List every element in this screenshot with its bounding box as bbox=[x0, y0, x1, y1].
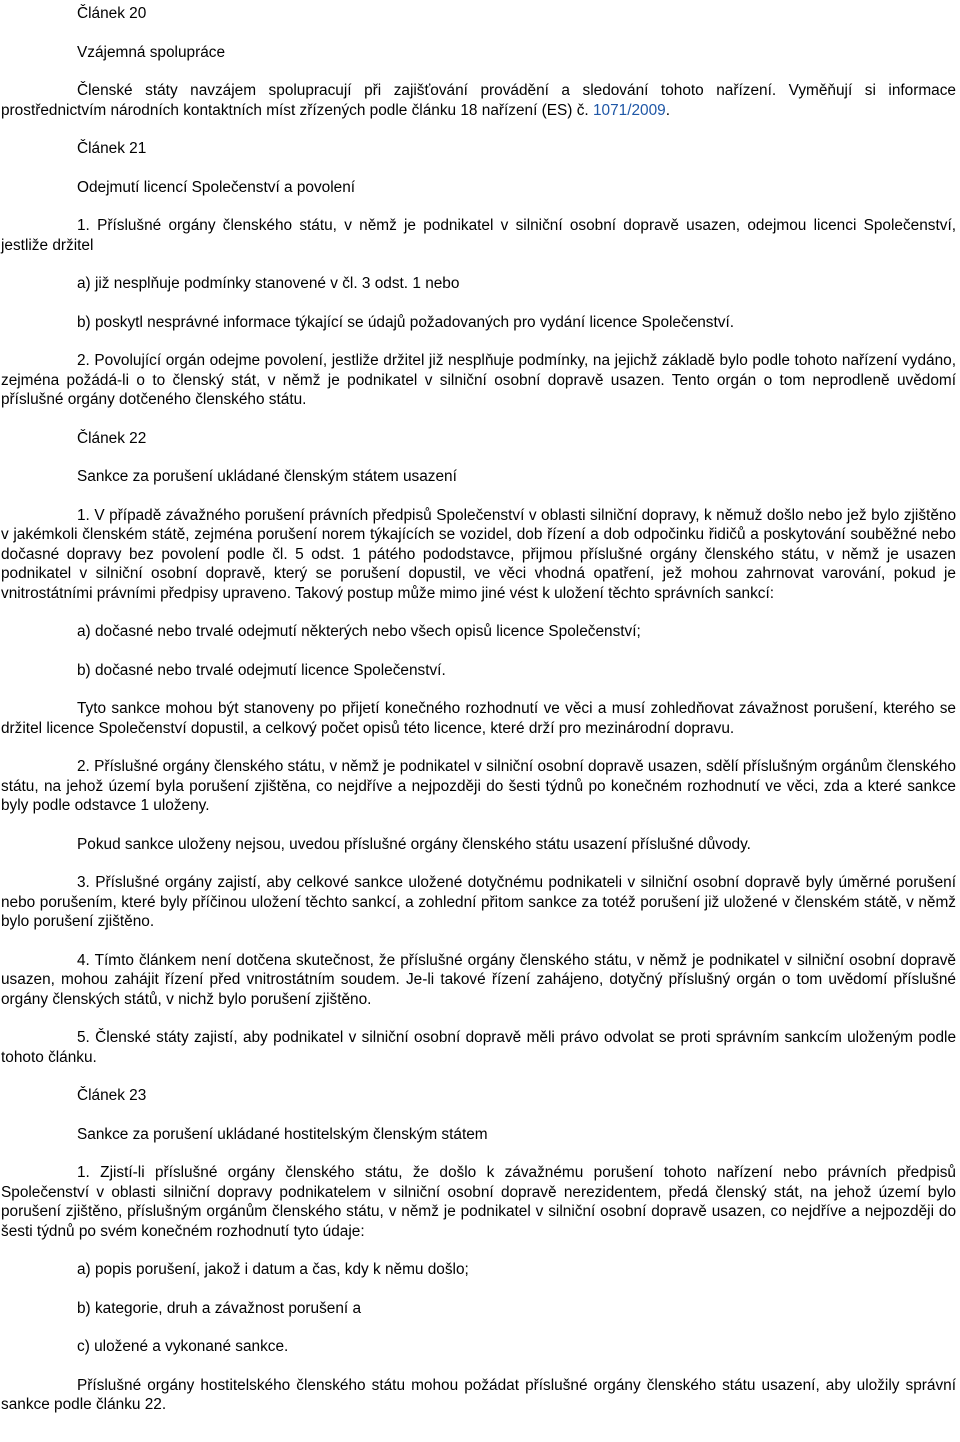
article-21-paragraph-1: 1. Příslušné orgány členského státu, v němž je podnikatel v silniční osobní dopravě usazen, odejmou licenci Společenství, jestliže držitel bbox=[1, 217, 956, 254]
article-23-heading: Článek 23 bbox=[77, 1087, 147, 1104]
article-22-title: Sankce za porušení ukládané členským státem usazení bbox=[77, 468, 457, 485]
article-21-heading: Článek 21 bbox=[77, 140, 147, 157]
regulation-link[interactable]: 1071/2009 bbox=[592, 101, 666, 119]
article-23-item-a: a) popis porušení, jakož i datum a čas, kdy k němu došlo; bbox=[77, 1261, 469, 1278]
article-22-paragraph-1: 1. V případě závažného porušení právních předpisů Společenství v oblasti silniční dopravy, k němuž došlo nebo jež bylo zjištěno v jakémkoli členském státě, zejména porušení norem týkajících se vozidel, dob řízení a dob odpočinku řidičů a poskytování souběžné nebo dočasné dopravy bez povolení podle čl. 5 odst. 1 pátého pododstavce, přijmou příslušné orgány členského státu, v němž je usazen podnikatel v silniční osobní dopravě, který se porušení dopustil, ve věci vhodná opatření, jež mohou zahrnovat varování, pokud je vnitrostátními právními předpisy upraveno. Takový postup může mimo jiné vést k uložení těchto správních sankcí: bbox=[1, 506, 956, 602]
article-23-item-b: b) kategorie, druh a závažnost porušení a bbox=[77, 1299, 362, 1317]
article-22-heading: Článek 22 bbox=[77, 429, 147, 447]
article-22-item-a: a) dočasné nebo trvalé odejmutí některých nebo všech opisů licence Společenství; bbox=[77, 623, 641, 640]
article-22-item-b: b) dočasné nebo trvalé odejmutí licence Společenství. bbox=[77, 661, 446, 679]
article-20-heading: Článek 20 bbox=[77, 5, 147, 22]
article-21-item-a: a) již nesplňuje podmínky stanovené v čl. 3 odst. 1 nebo bbox=[77, 275, 460, 292]
article-22 bbox=[1, 429, 956, 1068]
article-23-paragraph-1b: Příslušné orgány hostitelského členského státu mohou požádat příslušné orgány členského státu usazení, aby uložily správní sankce podle článku 22. bbox=[1, 1376, 956, 1413]
article-20-paragraph-1-text: Členské státy navzájem spolupracují při zajišťování provádění a sledování tohoto nařízení. Vyměňují si informace prostřednictvím národních kontaktních míst zřízených podle článku 18 nařízení (ES) č. bbox=[1, 82, 956, 119]
article-20 bbox=[1, 4, 956, 120]
article-23-title: Sankce za porušení ukládané hostitelským členským státem bbox=[77, 1125, 488, 1143]
article-21 bbox=[1, 139, 956, 410]
article-20-paragraph-1 bbox=[1, 81, 956, 120]
article-21-item-b: b) poskytl nesprávné informace týkající se údajů požadovaných pro vydání licence Společenství. bbox=[77, 313, 735, 331]
article-22-paragraph-1b: Tyto sankce mohou být stanoveny po přijetí konečného rozhodnutí ve věci a musí zohledňovat závažnost porušení, kterého se držitel licence Společenství dopustil, a celkový počet opisů této licence, které drží pro mezinárodní dopravu. bbox=[1, 700, 956, 737]
article-20-title: Vzájemná spolupráce bbox=[77, 43, 226, 61]
article-22-paragraph-2: 2. Příslušné orgány členského státu, v němž je podnikatel v silniční osobní dopravě usazen, sdělí příslušným orgánům členského státu, na jehož území byla porušení zjištěna, co nejdříve a nejpozději do šesti týdnů po konečném rozhodnutí ve věci, zda a které sankce byly podle odstavce 1 uloženy. bbox=[1, 758, 956, 814]
article-23-paragraph-1: 1. Zjistí-li příslušné orgány členského státu, že došlo k závažnému porušení tohoto nařízení nebo právních předpisů Společenství v oblasti silniční dopravy podnikatelem v silniční osobní dopravě nerezidentem, předá členský stát, na jehož území bylo porušení zjištěno, příslušným orgánům členského státu, v němž je podnikatel v silniční osobní dopravě usazen, co nejdříve a nejpozději do šesti týdnů po svém konečném rozhodnutí tyto údaje: bbox=[1, 1164, 956, 1240]
article-23-item-c: c) uložené a vykonané sankce. bbox=[77, 1338, 289, 1355]
article-22-paragraph-4: 4. Tímto článkem není dotčena skutečnost, že příslušné orgány členského státu, v němž je podnikatel v silniční osobní dopravě usazen, mohou zahájit řízení před vnitrostátním soudem. Je-li takové řízení zahájeno, dotyčný příslušný orgán o tom uvědomí příslušné orgány členských států, v nichž bylo porušení zjištěno. bbox=[1, 951, 956, 1008]
article-22-paragraph-3: 3. Příslušné orgány zajistí, aby celkové sankce uložené dotyčnému podnikateli v silniční osobní dopravě byly úměrné porušení nebo porušením, které byly příčinou uložení těchto sankcí, a zohlední přitom sankce za totéž porušení již uložené v členském státě, v němž bylo porušení zjištěno. bbox=[1, 874, 956, 930]
article-21-paragraph-2: 2. Povolující orgán odejme povolení, jestliže držitel již nesplňuje podmínky, na jejichž základě bylo podle tohoto nařízení vydáno, zejména požádá-li o to členský stát, v němž je podnikatel v silniční osobní dopravě usazen. Tento orgán o tom neprodleně uvědomí příslušné orgány dotčeného členského státu. bbox=[1, 352, 956, 408]
article-20-paragraph-1-end: . bbox=[665, 101, 671, 119]
article-23 bbox=[1, 1086, 956, 1415]
article-22-paragraph-5: 5. Členské státy zajistí, aby podnikatel v silniční osobní dopravě měli právo odvolat se proti správním sankcím uloženým podle tohoto článku. bbox=[1, 1029, 956, 1066]
article-22-paragraph-2b: Pokud sankce uloženy nejsou, uvedou příslušné orgány členského státu usazení příslušné důvody. bbox=[77, 835, 751, 853]
article-21-title: Odejmutí licencí Společenství a povolení bbox=[77, 178, 356, 196]
